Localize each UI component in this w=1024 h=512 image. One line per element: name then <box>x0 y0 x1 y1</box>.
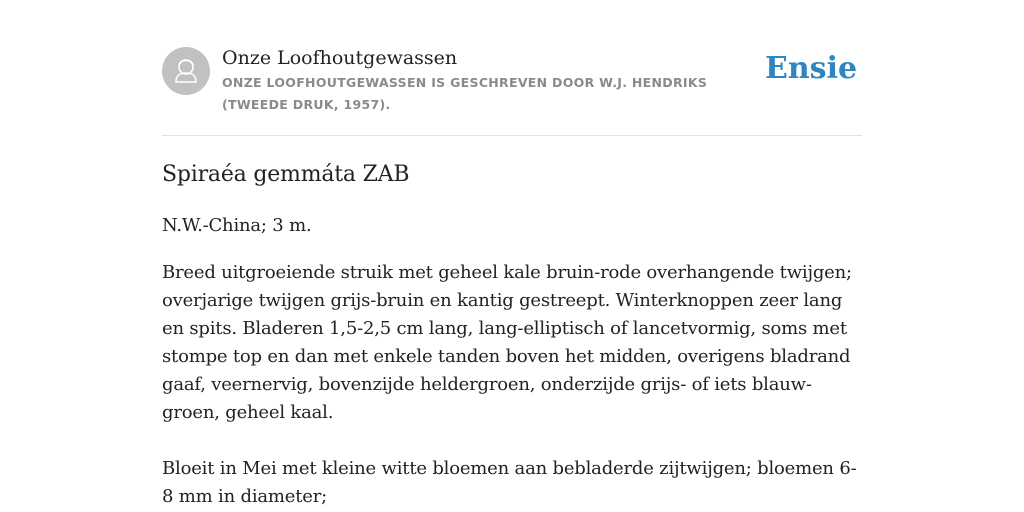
book-header <box>162 46 862 136</box>
ensie-logo[interactable]: Ensie <box>765 51 858 86</box>
entry-paragraph-flowering: Bloeit in Mei met kleine witte bloemen aan bebladerde zijtwijgen; bloemen 6-8 mm in diameter; <box>162 458 857 507</box>
avatar[interactable] <box>162 47 210 95</box>
book-title-link[interactable]: Onze Loofhoutgewassen <box>222 47 458 69</box>
entry-paragraph-description: Breed uitgroeiende struik met geheel kale bruin-rode overhangende twijgen; overjarige twijgen grijs-bruin en kantig gestreept. Winterknoppen zeer lang en spits. Bladeren 1,5-2,5 cm lang, lang-elliptisch of lancetvormig, soms met stompe top en dan met enkele tanden boven het midden, overigens bladrand gaaf, veernervig, bovenzijde heldergroen, onderzijde grijs- of iets blauw-groen, geheel kaal. <box>162 262 852 423</box>
book-subtitle: ONZE LOOFHOUTGEWASSEN IS GESCHREVEN DOOR W.J. HENDRIKS (TWEEDE DRUK, 1957). <box>222 75 708 112</box>
entry-origin: N.W.-China; 3 m. <box>162 215 312 236</box>
header-divider <box>162 135 862 136</box>
entry-title: Spiraéa gemmáta ZAB <box>162 162 410 187</box>
user-silhouette-icon <box>162 47 210 95</box>
